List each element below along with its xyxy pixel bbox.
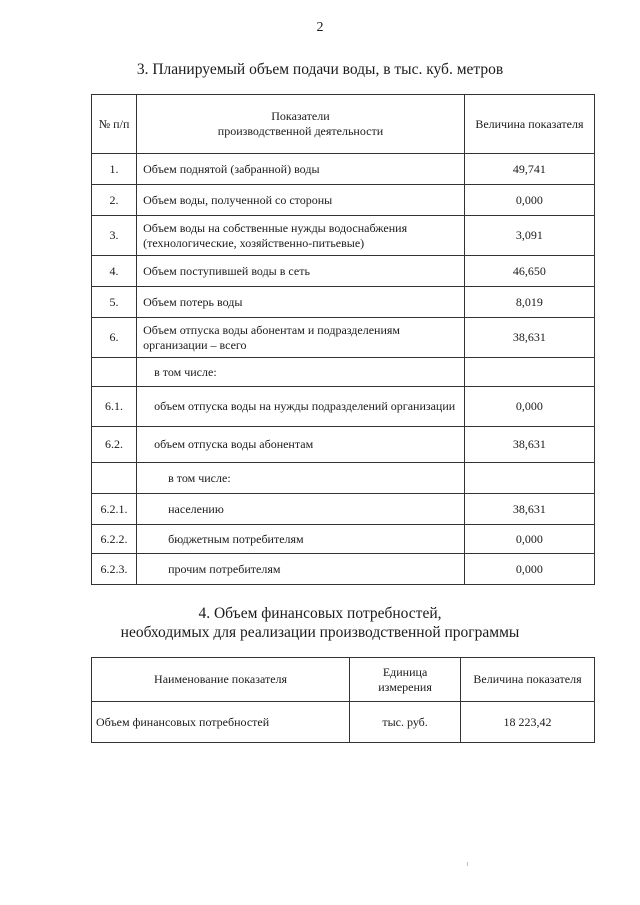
row-num: 6.2.2. xyxy=(92,525,137,554)
row-num: 4. xyxy=(92,256,137,287)
row-num xyxy=(92,358,137,387)
scan-mark xyxy=(467,862,468,866)
row-name: Объем финансовых потребностей xyxy=(92,702,350,743)
section-4-title-line1: 4. Объем финансовых потребностей, xyxy=(198,605,442,622)
row-value: 18 223,42 xyxy=(461,702,595,743)
row-name: в том числе: xyxy=(137,463,465,494)
table-row xyxy=(92,702,595,743)
table-row xyxy=(92,463,595,494)
row-unit: тыс. руб. xyxy=(350,702,461,743)
table-row xyxy=(92,554,595,585)
table-row xyxy=(92,216,595,256)
financial-needs-table xyxy=(91,657,595,743)
header-value: Величина показателя xyxy=(461,658,595,702)
row-num: 6.2. xyxy=(92,427,137,463)
row-num: 2. xyxy=(92,185,137,216)
table-row xyxy=(92,494,595,525)
row-value: 8,019 xyxy=(464,287,594,318)
header-indicators xyxy=(137,95,465,154)
row-value: 0,000 xyxy=(464,185,594,216)
row-name: объем отпуска воды абонентам xyxy=(137,427,465,463)
table-row xyxy=(92,525,595,554)
section-3-title: 3. Планируемый объем подачи воды, в тыс. куб. метров xyxy=(136,61,504,78)
table-header-row xyxy=(92,658,595,702)
header-unit-line1: Единица xyxy=(382,664,428,679)
header-unit-line2: измерения xyxy=(378,679,432,694)
header-indicators-line2: производственной деятельности xyxy=(217,124,384,138)
page-number: 2 xyxy=(316,20,324,35)
row-value: 49,741 xyxy=(464,154,594,185)
table-row xyxy=(92,427,595,463)
row-name: Объем отпуска воды абонентам и подразделениям организации – всего xyxy=(137,318,465,358)
table-row xyxy=(92,287,595,318)
row-name: населению xyxy=(137,494,465,525)
header-indicators-line1: Показатели xyxy=(271,109,330,123)
section-4-title xyxy=(0,604,640,642)
row-value xyxy=(464,463,594,494)
table-row xyxy=(92,387,595,427)
row-value: 0,000 xyxy=(464,554,594,585)
row-num: 6. xyxy=(92,318,137,358)
row-num: 3. xyxy=(92,216,137,256)
row-name: Объем воды, полученной со стороны xyxy=(137,185,465,216)
table-header-row xyxy=(92,95,595,154)
row-name: Объем поднятой (забранной) воды xyxy=(137,154,465,185)
header-unit xyxy=(350,658,461,702)
section-4-title-line2: необходимых для реализации производственной программы xyxy=(120,624,520,641)
row-value: 38,631 xyxy=(464,318,594,358)
row-num: 6.2.3. xyxy=(92,554,137,585)
row-name: Объем воды на собственные нужды водоснабжения (технологические, хозяйственно-питьевые) xyxy=(137,216,465,256)
row-value: 46,650 xyxy=(464,256,594,287)
table-row xyxy=(92,318,595,358)
table-row xyxy=(92,154,595,185)
row-value: 3,091 xyxy=(464,216,594,256)
row-name: Объем поступившей воды в сеть xyxy=(137,256,465,287)
row-num: 6.2.1. xyxy=(92,494,137,525)
row-num xyxy=(92,463,137,494)
water-supply-table xyxy=(91,94,595,585)
row-value: 0,000 xyxy=(464,525,594,554)
row-value: 38,631 xyxy=(464,427,594,463)
row-name: бюджетным потребителям xyxy=(137,525,465,554)
row-value xyxy=(464,358,594,387)
row-name: Объем потерь воды xyxy=(137,287,465,318)
row-num: 6.1. xyxy=(92,387,137,427)
row-num: 5. xyxy=(92,287,137,318)
table-row xyxy=(92,185,595,216)
table-row xyxy=(92,256,595,287)
table-row xyxy=(92,358,595,387)
row-name: в том числе: xyxy=(137,358,465,387)
row-name: объем отпуска воды на нужды подразделений организации xyxy=(137,387,465,427)
header-indicator-name: Наименование показателя xyxy=(92,658,350,702)
row-value: 0,000 xyxy=(464,387,594,427)
row-value: 38,631 xyxy=(464,494,594,525)
row-name: прочим потребителям xyxy=(137,554,465,585)
row-num: 1. xyxy=(92,154,137,185)
header-num: № п/п xyxy=(92,95,137,154)
header-value: Величина показателя xyxy=(464,95,594,154)
